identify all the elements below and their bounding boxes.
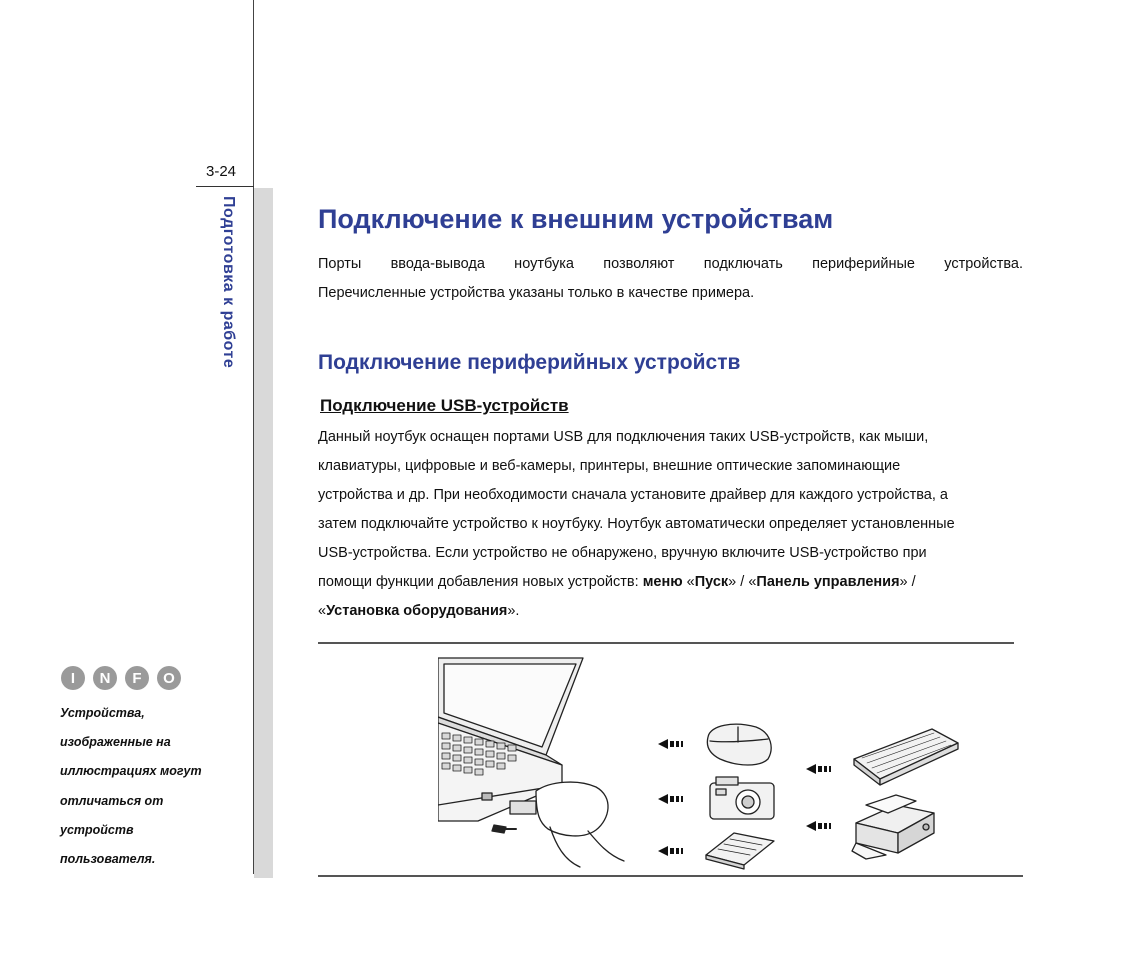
info-note-line: изображенные на [60, 735, 171, 750]
path-separator: » / [899, 574, 916, 590]
mouse-icon [707, 724, 771, 765]
side-chapter-title: Подготовка к работе [220, 196, 237, 369]
printer-icon [852, 795, 934, 859]
quote-open: « [318, 603, 327, 619]
body-line: USB-устройства. Если устройство не обнаружено, вручную включите USB-устройство при [318, 545, 927, 561]
body-line: Данный ноутбук оснащен портами USB для подключения таких USB-устройств, как мыши, [318, 429, 929, 445]
page-number-rule [196, 186, 254, 187]
intro-paragraph [318, 250, 1023, 308]
menu-word: меню [642, 574, 683, 590]
info-note-line: Устройства, [60, 706, 145, 720]
path-separator: » / « [728, 574, 757, 590]
start-menu-name: Пуск [694, 574, 729, 590]
arrow-left-icon [658, 739, 683, 749]
info-note-line: пользователя. [60, 852, 156, 867]
usb-subtitle: Подключение USB-устройств [320, 396, 569, 415]
section-title: Подключение периферийных устройств [318, 351, 741, 374]
quote-close: ». [507, 603, 520, 619]
illustration-top-rule [318, 642, 1014, 644]
info-letter-n: N [99, 670, 111, 687]
side-gray-strip [254, 188, 273, 878]
body-line: клавиатуры, цифровые и веб-камеры, принтеры, внешние оптические запоминающие [318, 458, 901, 474]
info-letter-o: O [163, 670, 175, 687]
usb-devices-illustration [438, 655, 1023, 870]
camera-icon [710, 777, 774, 819]
body-line-prefix: помощи функции добавления новых устройств: [318, 574, 643, 590]
external-drive-icon [706, 833, 774, 869]
info-letter-i: I [70, 670, 76, 687]
body-line-6 [318, 568, 1028, 597]
info-note-line: иллюстрациях могут [60, 764, 202, 779]
quote-open: « [682, 574, 695, 590]
arrow-left-icon [658, 794, 683, 804]
arrow-left-icon [806, 764, 831, 774]
body-line-7 [318, 597, 1028, 626]
keyboard-icon [854, 729, 958, 785]
info-letter-f: F [132, 670, 142, 687]
illustration-bottom-rule [318, 875, 1023, 877]
info-logo [60, 664, 184, 697]
arrow-left-icon [806, 821, 831, 831]
info-note-line: устройств [60, 822, 134, 837]
arrow-left-icon [658, 846, 683, 856]
usb-body-paragraph [318, 423, 1028, 626]
info-note [60, 699, 230, 874]
body-line: затем подключайте устройство к ноутбуку. Ноутбук автоматически определяет установленные [318, 516, 955, 532]
body-line: устройства и др. При необходимости сначала установите драйвер для каждого устройства, а [318, 487, 948, 503]
info-note-line: отличаться от [60, 793, 164, 808]
control-panel-name: Панель управления [756, 574, 900, 590]
hardware-setup-name: Установка оборудования [326, 603, 508, 619]
main-title: Подключение к внешним устройствам [318, 204, 834, 234]
intro-line: Перечисленные устройства указаны только в качестве примера. [318, 285, 755, 301]
page-number: 3-24 [206, 163, 237, 180]
intro-line: Порты ввода-вывода ноутбука позволяют подключать периферийные устройства. [318, 256, 1023, 272]
